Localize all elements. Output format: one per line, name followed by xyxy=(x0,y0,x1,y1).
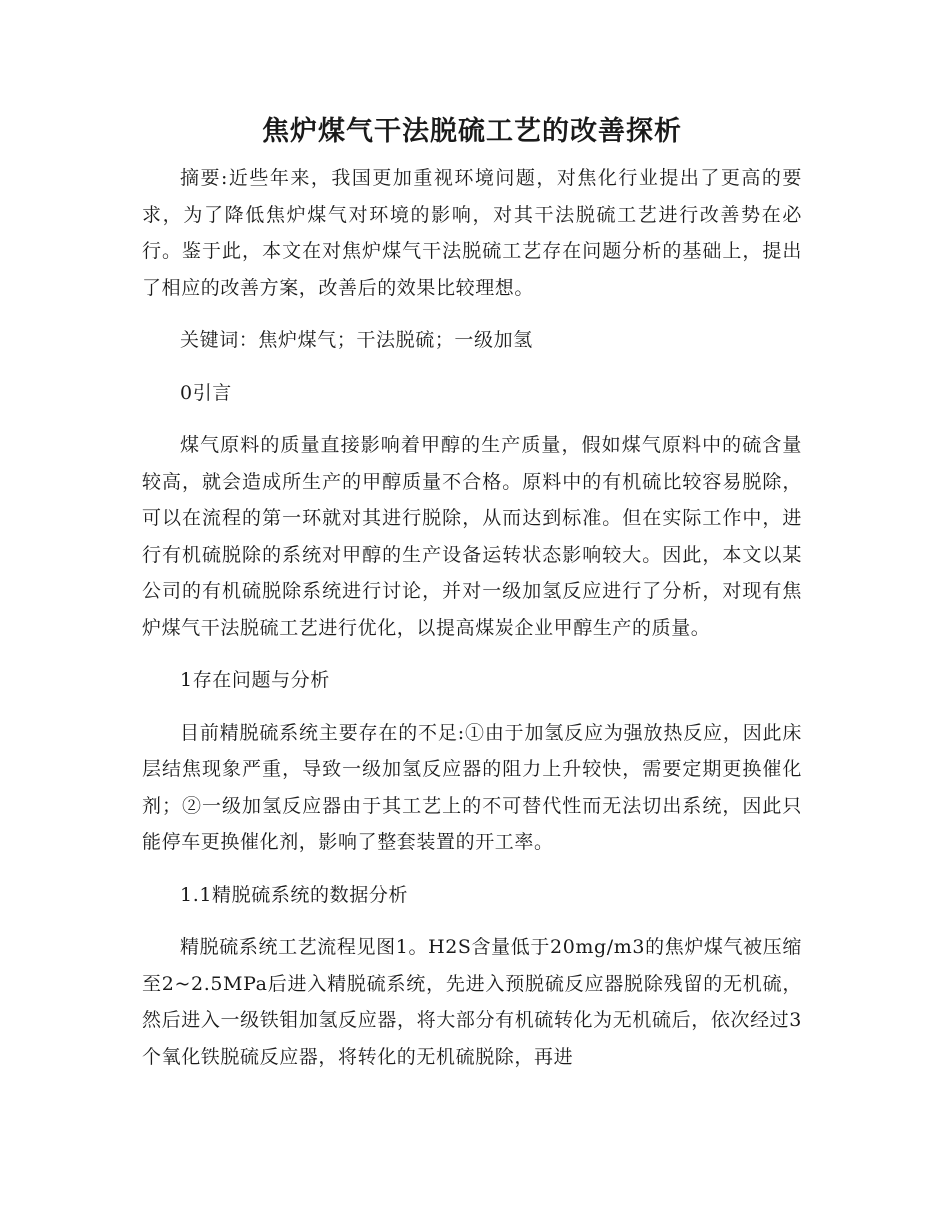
subsection-heading-data-analysis: 1.1精脱硫系统的数据分析 xyxy=(180,883,409,906)
document-title: 焦炉煤气干法脱硫工艺的改善探析 xyxy=(262,116,682,147)
section-heading-problems: 1存在问题与分析 xyxy=(180,669,330,691)
data-analysis-paragraph: 精脱硫系统工艺流程见图1。H2S含量低于20mg/m3的焦炉煤气被压缩至2~2.5MPa后进入精脱硫系统，先进入预脱硫反应器脱除残留的无机硫，然后进入一级铁钼加氢反应器，将大部分有机硫转化为无机硫后，依次经过3个氧化铁脱硫反应器，将转化的无机硫脱除，再进 xyxy=(142,936,802,1068)
abstract-paragraph: 摘要:近些年来，我国更加重视环境问题，对焦化行业提出了更高的要求，为了降低焦炉煤气对环境的影响，对其干法脱硫工艺进行改善势在必行。鉴于此，本文在对焦炉煤气干法脱硫工艺存在问题分析的基础上，提出了相应的改善方案，改善后的效果比较理想。 xyxy=(142,167,802,299)
introduction-paragraph: 煤气原料的质量直接影响着甲醇的生产质量，假如煤气原料中的硫含量较高，就会造成所生产的甲醇质量不合格。原料中的有机硫比较容易脱除，可以在流程的第一环就对其进行脱除，从而达到标准。但在实际工作中，进行有机硫脱除的系统对甲醇的生产设备运转状态影响较大。因此，本文以某公司的有机硫脱除系统进行讨论，并对一级加氢反应进行了分析，对现有焦炉煤气干法脱硫工艺进行优化，以提高煤炭企业甲醇生产的质量。 xyxy=(142,434,802,639)
problems-paragraph: 目前精脱硫系统主要存在的不足:①由于加氢反应为强放热反应，因此床层结焦现象严重，导致一级加氢反应器的阻力上升较快，需要定期更换催化剂；②一级加氢反应器由于其工艺上的不可替代性而无法切出系统，因此只能停车更换催化剂，影响了整套装置的开工率。 xyxy=(142,721,802,853)
keywords-paragraph: 关键词：焦炉煤气；干法脱硫；一级加氢 xyxy=(180,329,533,351)
document-page xyxy=(142,110,802,1075)
section-heading-introduction: 0引言 xyxy=(180,381,232,404)
